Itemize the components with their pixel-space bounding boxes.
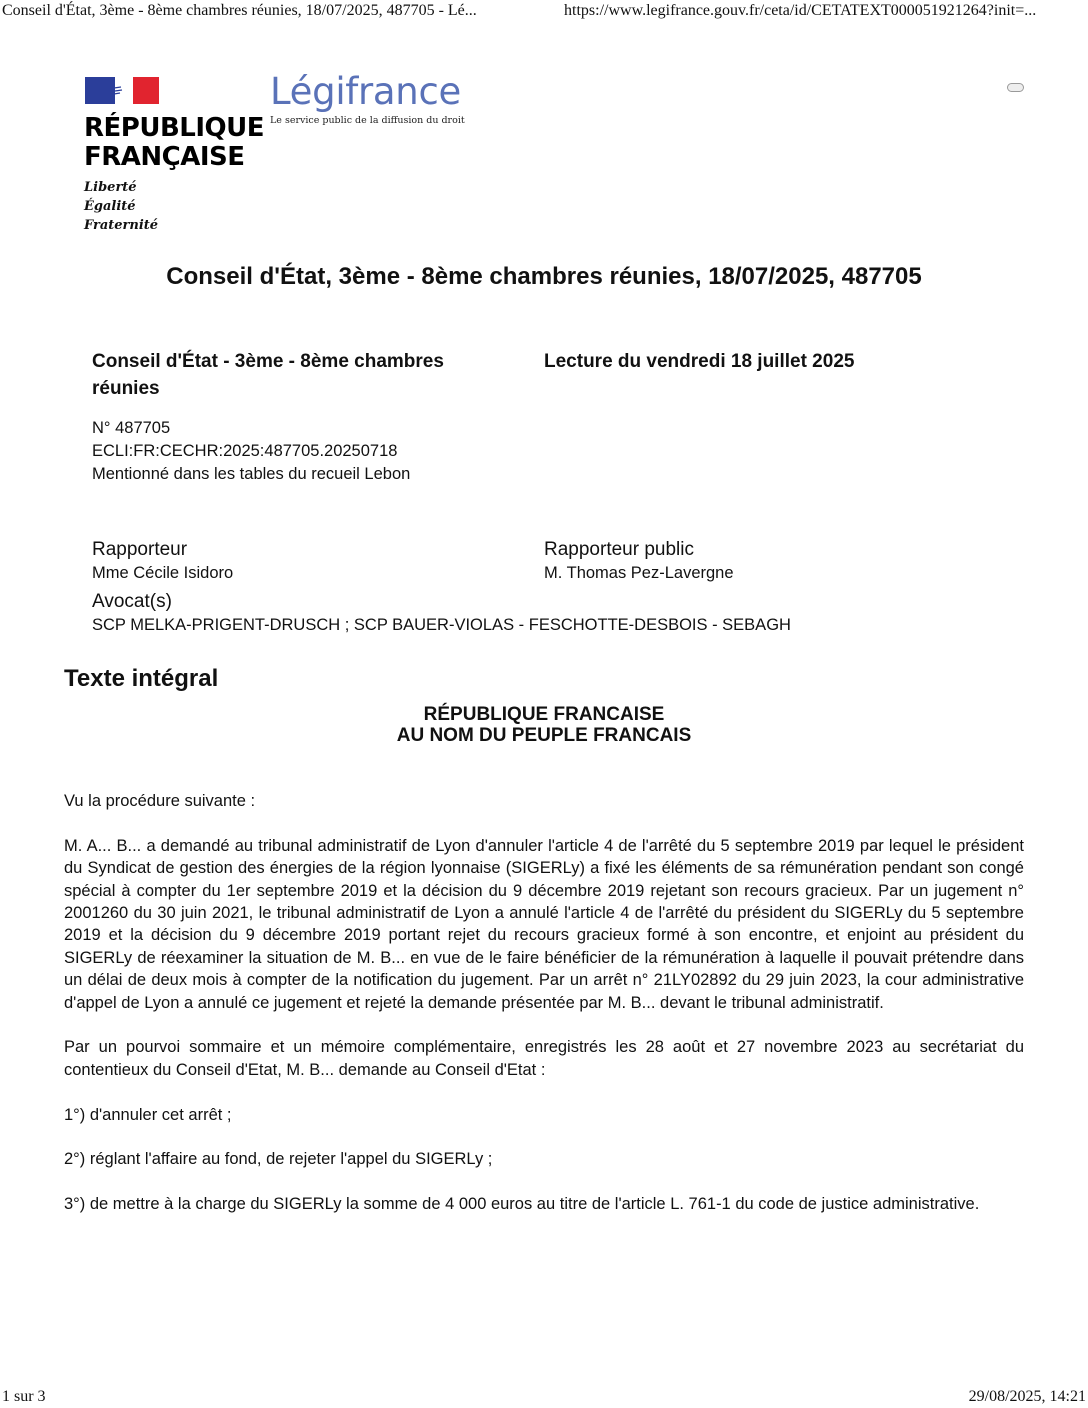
ecli-identifier: ECLI:FR:CECHR:2025:487705.20250718	[92, 442, 398, 460]
court-name: Conseil d'État - 3ème - 8ème chambres réunies	[92, 351, 444, 399]
toggle-button[interactable]	[1007, 83, 1024, 92]
legifrance-tagline: Le service public de la diffusion du droit	[270, 115, 465, 126]
publication-status: Mentionné dans les tables du recueil Lebon	[92, 465, 411, 483]
full-text-heading: Texte intégral	[64, 665, 219, 692]
legifrance-wordmark: Légifrance	[270, 70, 461, 113]
decision-preamble: RÉPUBLIQUE FRANCAISE AU NOM DU PEUPLE FRANCAIS	[396, 704, 692, 746]
print-page-title: Conseil d'État, 3ème - 8ème chambres réunies, 18/07/2025, 487705 - Lé...	[2, 2, 477, 19]
lawyers	[92, 590, 791, 636]
lawyers-names: SCP MELKA-PRIGENT-DRUSCH ; SCP BAUER-VIOLAS - FESCHOTTE-DESBOIS - SEBAGH	[92, 616, 791, 634]
print-datetime: 29/08/2025, 14:21	[968, 1388, 1086, 1405]
case-number: N° 487705	[92, 419, 171, 437]
page-counter: 1 sur 3	[2, 1388, 46, 1405]
legifrance-logo	[270, 70, 465, 126]
page-title: Conseil d'État, 3ème - 8ème chambres réunies, 18/07/2025, 487705	[166, 263, 922, 290]
paragraph: Par un pourvoi sommaire et un mémoire complémentaire, enregistrés les 28 août et 27 novembre 2023 au secrétariat du contentieux du Conseil d'Etat, M. B... demande au Conseil d'Etat :	[64, 1038, 1024, 1079]
decision-metadata	[92, 348, 512, 486]
lawyers-label: Avocat(s)	[92, 591, 172, 612]
rapporteur-name: Mme Cécile Isidoro	[92, 564, 234, 582]
decision-body	[64, 790, 1024, 1238]
paragraph: Vu la procédure suivante :	[64, 792, 256, 810]
paragraph: 3°) de mettre à la charge du SIGERLy la somme de 4 000 euros au titre de l'article L. 761-1 du code de justice administrative.	[64, 1195, 980, 1214]
republique-francaise-wordmark: RÉPUBLIQUE FRANÇAISE	[84, 113, 264, 172]
rapporteur-public-label: Rapporteur public	[544, 539, 694, 560]
paragraph: M. A... B... a demandé au tribunal administratif de Lyon d'annuler l'article 4 de l'arrêté du 5 septembre 2019 par lequel le président du Syndicat de gestion des énergies de la région lyonnaise (SIGERLy) a fixé les éléments de sa rémunération pendant son congé spécial à compter du 1er septembre 2019 et la décision du 9 décembre 2019 rejetant son recours gracieux. Par un jugement n° 2001260 du 30 juin 2021, le tribunal administratif de Lyon a annulé l'article 4 de l'arrêté du président du SIGERLy du 5 septembre 2019 et la décision du 9 décembre 2019 portant rejet du recours gracieux formé à son encontre, et enjoint au président du SIGERLy de réexaminer la situation de M. B... en vue de le faire bénéficier de la rémunération à laquelle il pouvait prétendre dans un délai de deux mois à compter de la notification du jugement. Par un arrêt n° 21LY02892 du 29 juin 2023, la cour administrative d'appel de Lyon a annulé ce jugement et rejeté la demande présentée par M. B... devant le tribunal administratif.	[64, 836, 1024, 1012]
republique-francaise-logo	[84, 76, 264, 235]
rapporteur-label: Rapporteur	[92, 539, 188, 560]
print-page-url: https://www.legifrance.gouv.fr/ceta/id/CETATEXT000051921264?init=...	[564, 2, 1037, 19]
republic-motto: Liberté Égalité Fraternité	[84, 180, 159, 233]
paragraph: 1°) d'annuler cet arrêt ;	[64, 1105, 232, 1124]
print-header	[0, 2, 1088, 26]
paragraph: 2°) réglant l'affaire au fond, de rejeter l'appel du SIGERLy ;	[64, 1150, 493, 1169]
reading-date: Lecture du vendredi 18 juillet 2025	[544, 351, 855, 372]
marianne-icon	[84, 76, 160, 104]
rapporteur-public-name: M. Thomas Pez-Lavergne	[544, 564, 734, 582]
print-footer	[0, 1388, 1088, 1408]
